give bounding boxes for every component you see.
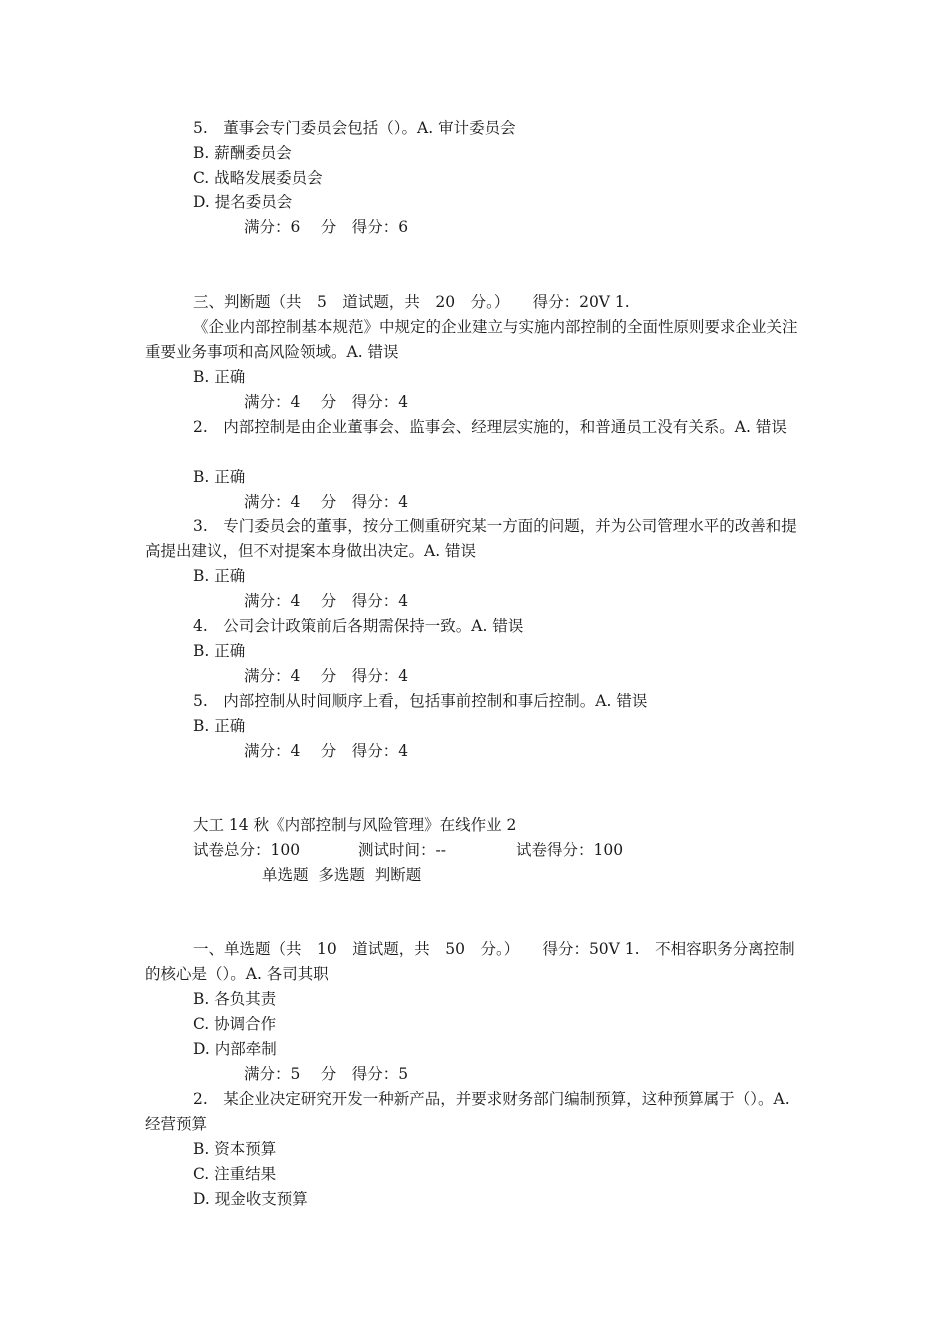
score-line: 满分：4 分 得分：4 [244,592,409,610]
question-stem: 3. 专门委员会的董事，按分工侧重研究某一方面的问题，并为公司管理水平的改善和提高提出建议，但不对提案本身做出决定。A. 错误 [145,517,797,560]
option-d: D. 现金收支预算 [193,1190,308,1208]
score-line: 满分：5 分 得分：5 [244,1065,409,1083]
option-b: B. 薪酬委员会 [193,144,292,162]
option-b: B. 正确 [193,468,246,486]
option-d: D. 内部牵制 [193,1040,277,1058]
test-time-label: 测试时间：-- [358,841,446,859]
option-c: C. 协调合作 [193,1015,277,1033]
option-b: B. 资本预算 [193,1140,277,1158]
question-stem: 2. 内部控制是由企业董事会、监事会、经理层实施的，和普通员工没有关系。A. 错误 [193,418,787,436]
option-c: C. 战略发展委员会 [193,169,323,187]
score-line: 满分：4 分 得分：4 [244,393,409,411]
section-nav: 单选题 多选题 判断题 [262,866,422,884]
paper-score-label: 试卷得分：100 [516,841,624,859]
total-score-label: 试卷总分：100 [193,841,301,859]
option-b: B. 正确 [193,567,246,585]
score-line: 满分：4 分 得分：4 [244,742,409,760]
section-header-single: 一、单选题（共 10 道试题，共 50 分。） 得分：50V 1. 不相容职务分离控制的核心是（）。A. 各司其职 [145,940,795,983]
question-stem: 5. 内部控制从时间顺序上看，包括事前控制和事后控制。A. 错误 [193,692,648,710]
option-b: B. 正确 [193,368,246,386]
option-b: B. 正确 [193,717,246,735]
score-line: 满分：4 分 得分：4 [244,667,409,685]
section-header-judgment: 三、判断题（共 5 道试题，共 20 分。） 得分：20V 1. [193,293,630,311]
score-line: 满分：4 分 得分：4 [244,493,409,511]
question-stem: 5. 董事会专门委员会包括（）。A. 审计委员会 [193,119,516,137]
question-stem: 《企业内部控制基本规范》中规定的企业建立与实施内部控制的全面性原则要求企业关注重要业务事项和高风险领域。A. 错误 [145,318,798,361]
option-c: C. 注重结果 [193,1165,277,1183]
option-b: B. 各负其责 [193,990,277,1008]
question-stem: 2. 某企业决定研究开发一种新产品，并要求财务部门编制预算，这种预算属于（）。A. 经营预算 [145,1090,790,1133]
question-stem: 4. 公司会计政策前后各期需保持一致。A. 错误 [193,617,524,635]
option-b: B. 正确 [193,642,246,660]
option-d: D. 提名委员会 [193,193,293,211]
assignment-title: 大工 14 秋《内部控制与风险管理》在线作业 2 [193,816,517,834]
score-line: 满分：6 分 得分：6 [244,218,409,236]
